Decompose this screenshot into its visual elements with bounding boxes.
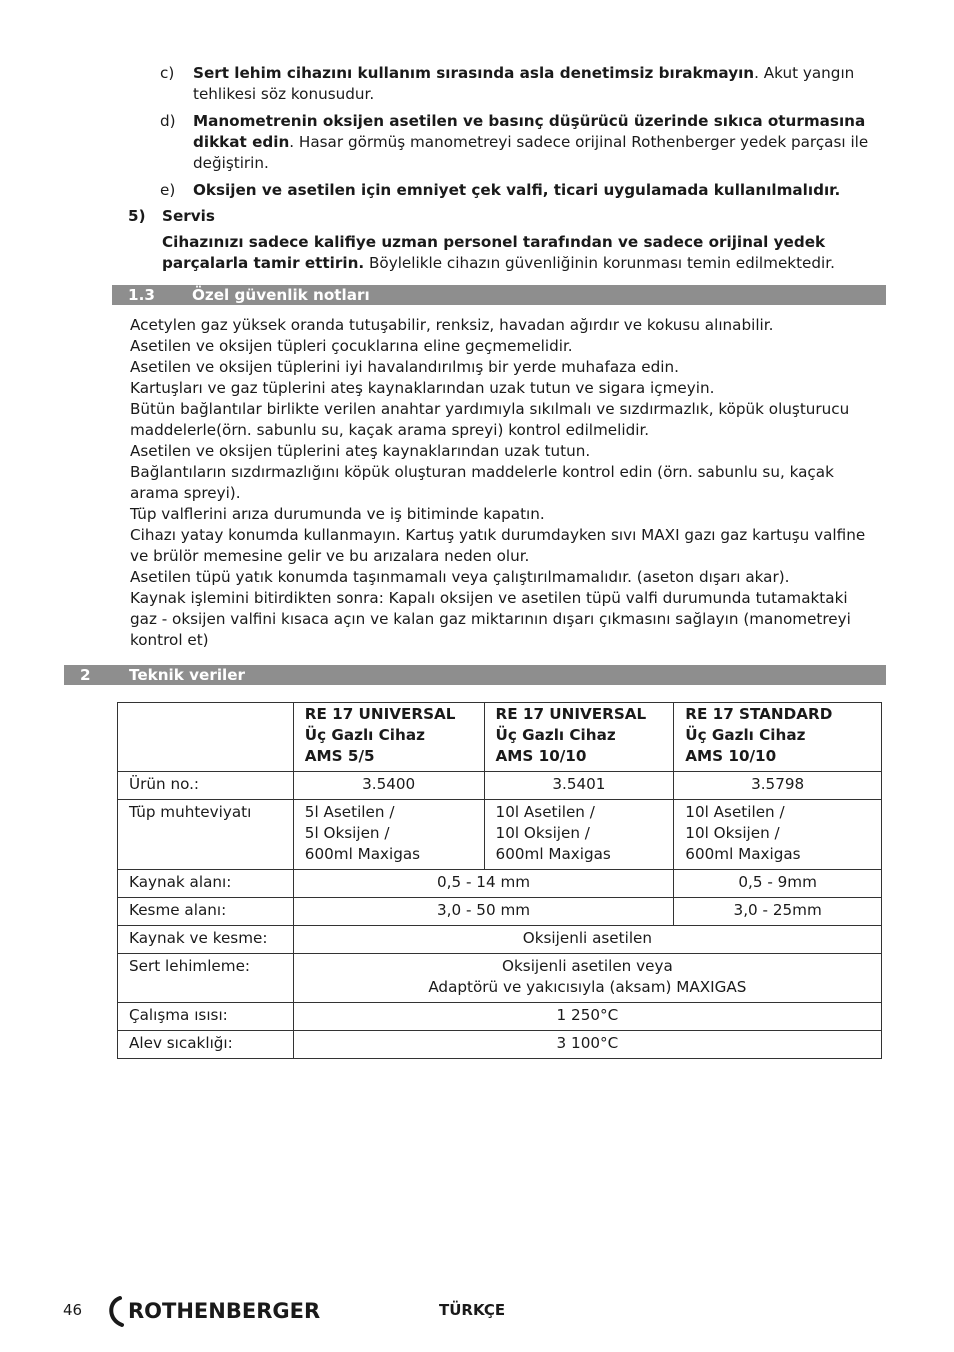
section-header-2 (64, 665, 886, 685)
table-cell (674, 800, 882, 870)
note-line: Kaynak işlemini bitirdikten sonra: Kapalı oksijen ve asetilen tüpü valfi durumunda tutamaktaki gaz - oksijen valfini kısaca açın ve kalan gaz miktarının dışarı çıkmasını sağlayın (manometreyi kontrol et) (130, 589, 851, 649)
cell-line: 600ml Maxigas (685, 845, 801, 863)
item-letter: d) (160, 112, 176, 130)
note-line: Asetilen tüpü yatık konumda taşınmamalı veya çalıştırılmamalıdır. (aseton dışarı akar). (130, 568, 790, 586)
column-header (484, 703, 674, 772)
note-line: Tüp valflerini arıza durumunda ve iş bitiminde kapatın. (130, 505, 545, 523)
note-line: Bütün bağlantılar birlikte verilen anahtar yardımıyla sıkılmalı ve sızdırmazlık, köpük oluşturucu maddelerle(örn. sabunlu su, kaçak arama spreyi) kontrol edilmelidir. (130, 400, 850, 439)
cell-line: 10l Asetilen / (495, 803, 595, 821)
item-letter: c) (160, 64, 175, 82)
table-row (118, 926, 882, 954)
cell-line: 10l Oksijen / (495, 824, 590, 842)
header-variant: AMS 10/10 (495, 747, 587, 765)
table-cell: 1 250°C (293, 1003, 881, 1031)
table-cell: 3 100°C (293, 1031, 881, 1059)
page-number: 46 (63, 1301, 83, 1319)
cell-line: 600ml Maxigas (304, 845, 421, 863)
note-line: Kartuşları ve gaz tüplerini ateş kaynaklarından uzak tutun ve sigara içmeyin. (130, 379, 715, 397)
column-header (674, 703, 882, 772)
section-title: Teknik veriler (129, 666, 246, 684)
table-row (118, 800, 882, 870)
table-cell: 3.5401 (484, 772, 674, 800)
note-line: Asetilen ve oksijen tüpleri çocuklarına eline geçmemelidir. (130, 337, 573, 355)
language-label: TÜRKÇE (439, 1301, 506, 1319)
table-row (118, 772, 882, 800)
safety-notes (130, 315, 870, 651)
header-model: RE 17 UNIVERSAL (304, 705, 456, 723)
item-text: . Akut yangın tehlikesi söz konusudur. (193, 64, 855, 103)
header-model: RE 17 UNIVERSAL (495, 705, 647, 723)
cell-line: 10l Asetilen / (685, 803, 785, 821)
table-cell: 0,5 - 9mm (674, 870, 882, 898)
note-line: Asetilen ve oksijen tüplerini iyi havalandırılmış bir yerde muhafaza edin. (130, 358, 679, 376)
instruction-e (160, 180, 890, 201)
row-label: Sert lehimleme: (118, 954, 294, 1003)
servis-bold-text: Cihazınızı sadece kalifiye uzman personel tarafından ve sadece orijinal yedek parçalarla tamir ettirin. (162, 233, 826, 272)
cell-line: 600ml Maxigas (495, 845, 611, 863)
item-bold-text: Sert lehim cihazını kullanım sırasında asla denetimsiz bırakmayın (193, 64, 755, 82)
table-row (118, 898, 882, 926)
cell-line: Adaptörü ve yakıcısıyla (aksam) MAXIGAS (428, 978, 747, 996)
table-header-row (118, 703, 882, 772)
header-model: RE 17 STANDARD (685, 705, 833, 723)
row-label: Alev sıcaklığı: (118, 1031, 294, 1059)
note-line: Asetilen ve oksijen tüplerini ateş kaynaklarından uzak tutun. (130, 442, 591, 460)
note-line: Cihazı yatay konumda kullanmayın. Kartuş yatık durumdayken sıvı MAXI gazı gaz kartuşu valfine ve brülör memesine gelir ve bu arızalara neden olur. (130, 526, 866, 565)
header-type: Üç Gazlı Cihaz (685, 726, 806, 744)
section-header-1-3 (112, 285, 886, 305)
note-line: Acetylen gaz yüksek oranda tutuşabilir, renksiz, havadan ağırdır ve kokusu alınabilir. (130, 316, 774, 334)
instruction-c (160, 63, 890, 105)
row-label: Tüp muhteviyatı (118, 800, 294, 870)
table-row (118, 954, 882, 1003)
header-type: Üç Gazlı Cihaz (304, 726, 425, 744)
cell-line: 5l Oksijen / (304, 824, 390, 842)
servis-title: Servis (162, 207, 215, 225)
note-line: Bağlantıların sızdırmazlığını köpük oluşturan maddelerle kontrol edin (örn. sabunlu su, kaçak arama spreyi). (130, 463, 834, 502)
table-cell (293, 800, 484, 870)
servis-text (162, 232, 852, 274)
header-variant: AMS 10/10 (685, 747, 777, 765)
instruction-d (160, 111, 890, 174)
table-cell: 0,5 - 14 mm (293, 870, 674, 898)
table-cell: 3.5400 (293, 772, 484, 800)
rothenberger-logo (106, 1294, 346, 1328)
item-letter: e) (160, 181, 176, 199)
table-cell: 3,0 - 50 mm (293, 898, 674, 926)
table-cell: 3,0 - 25mm (674, 898, 882, 926)
cell-line: 10l Oksijen / (685, 824, 780, 842)
row-label: Çalışma ısısı: (118, 1003, 294, 1031)
table-row (118, 1003, 882, 1031)
cell-line: 5l Asetilen / (304, 803, 395, 821)
section-number: 2 (80, 666, 91, 684)
item-text: . Hasar görmüş manometreyi sadece orijinal Rothenberger yedek parçası ile değiştirin. (193, 133, 869, 172)
table-cell (293, 954, 881, 1003)
table-row (118, 1031, 882, 1059)
servis-rest-text: Böylelikle cihazın güvenliğinin korunması temin edilmektedir. (364, 254, 835, 272)
row-label: Ürün no.: (118, 772, 294, 800)
table-row (118, 870, 882, 898)
row-label: Kaynak alanı: (118, 870, 294, 898)
column-header (293, 703, 484, 772)
row-label: Kesme alanı: (118, 898, 294, 926)
header-type: Üç Gazlı Cihaz (495, 726, 616, 744)
technical-data-table (117, 702, 882, 1059)
section-number: 1.3 (128, 286, 155, 304)
header-variant: AMS 5/5 (304, 747, 375, 765)
table-cell: Oksijenli asetilen (293, 926, 881, 954)
row-label: Kaynak ve kesme: (118, 926, 294, 954)
item-bold-text: Oksijen ve asetilen için emniyet çek valfi, ticari uygulamada kullanılmalıdır. (193, 181, 841, 199)
item-bold-text: Manometrenin oksijen asetilen ve basınç düşürücü üzerinde sıkıca oturmasına dikkat edin (193, 112, 866, 151)
servis-number: 5) (128, 207, 146, 225)
table-cell: 3.5798 (674, 772, 882, 800)
section-title: Özel güvenlik notları (192, 286, 370, 304)
table-cell (484, 800, 674, 870)
brand-name: ROTHENBERGER (128, 1299, 321, 1323)
cell-line: Oksijenli asetilen veya (502, 957, 673, 975)
table-cell-empty (118, 703, 294, 772)
